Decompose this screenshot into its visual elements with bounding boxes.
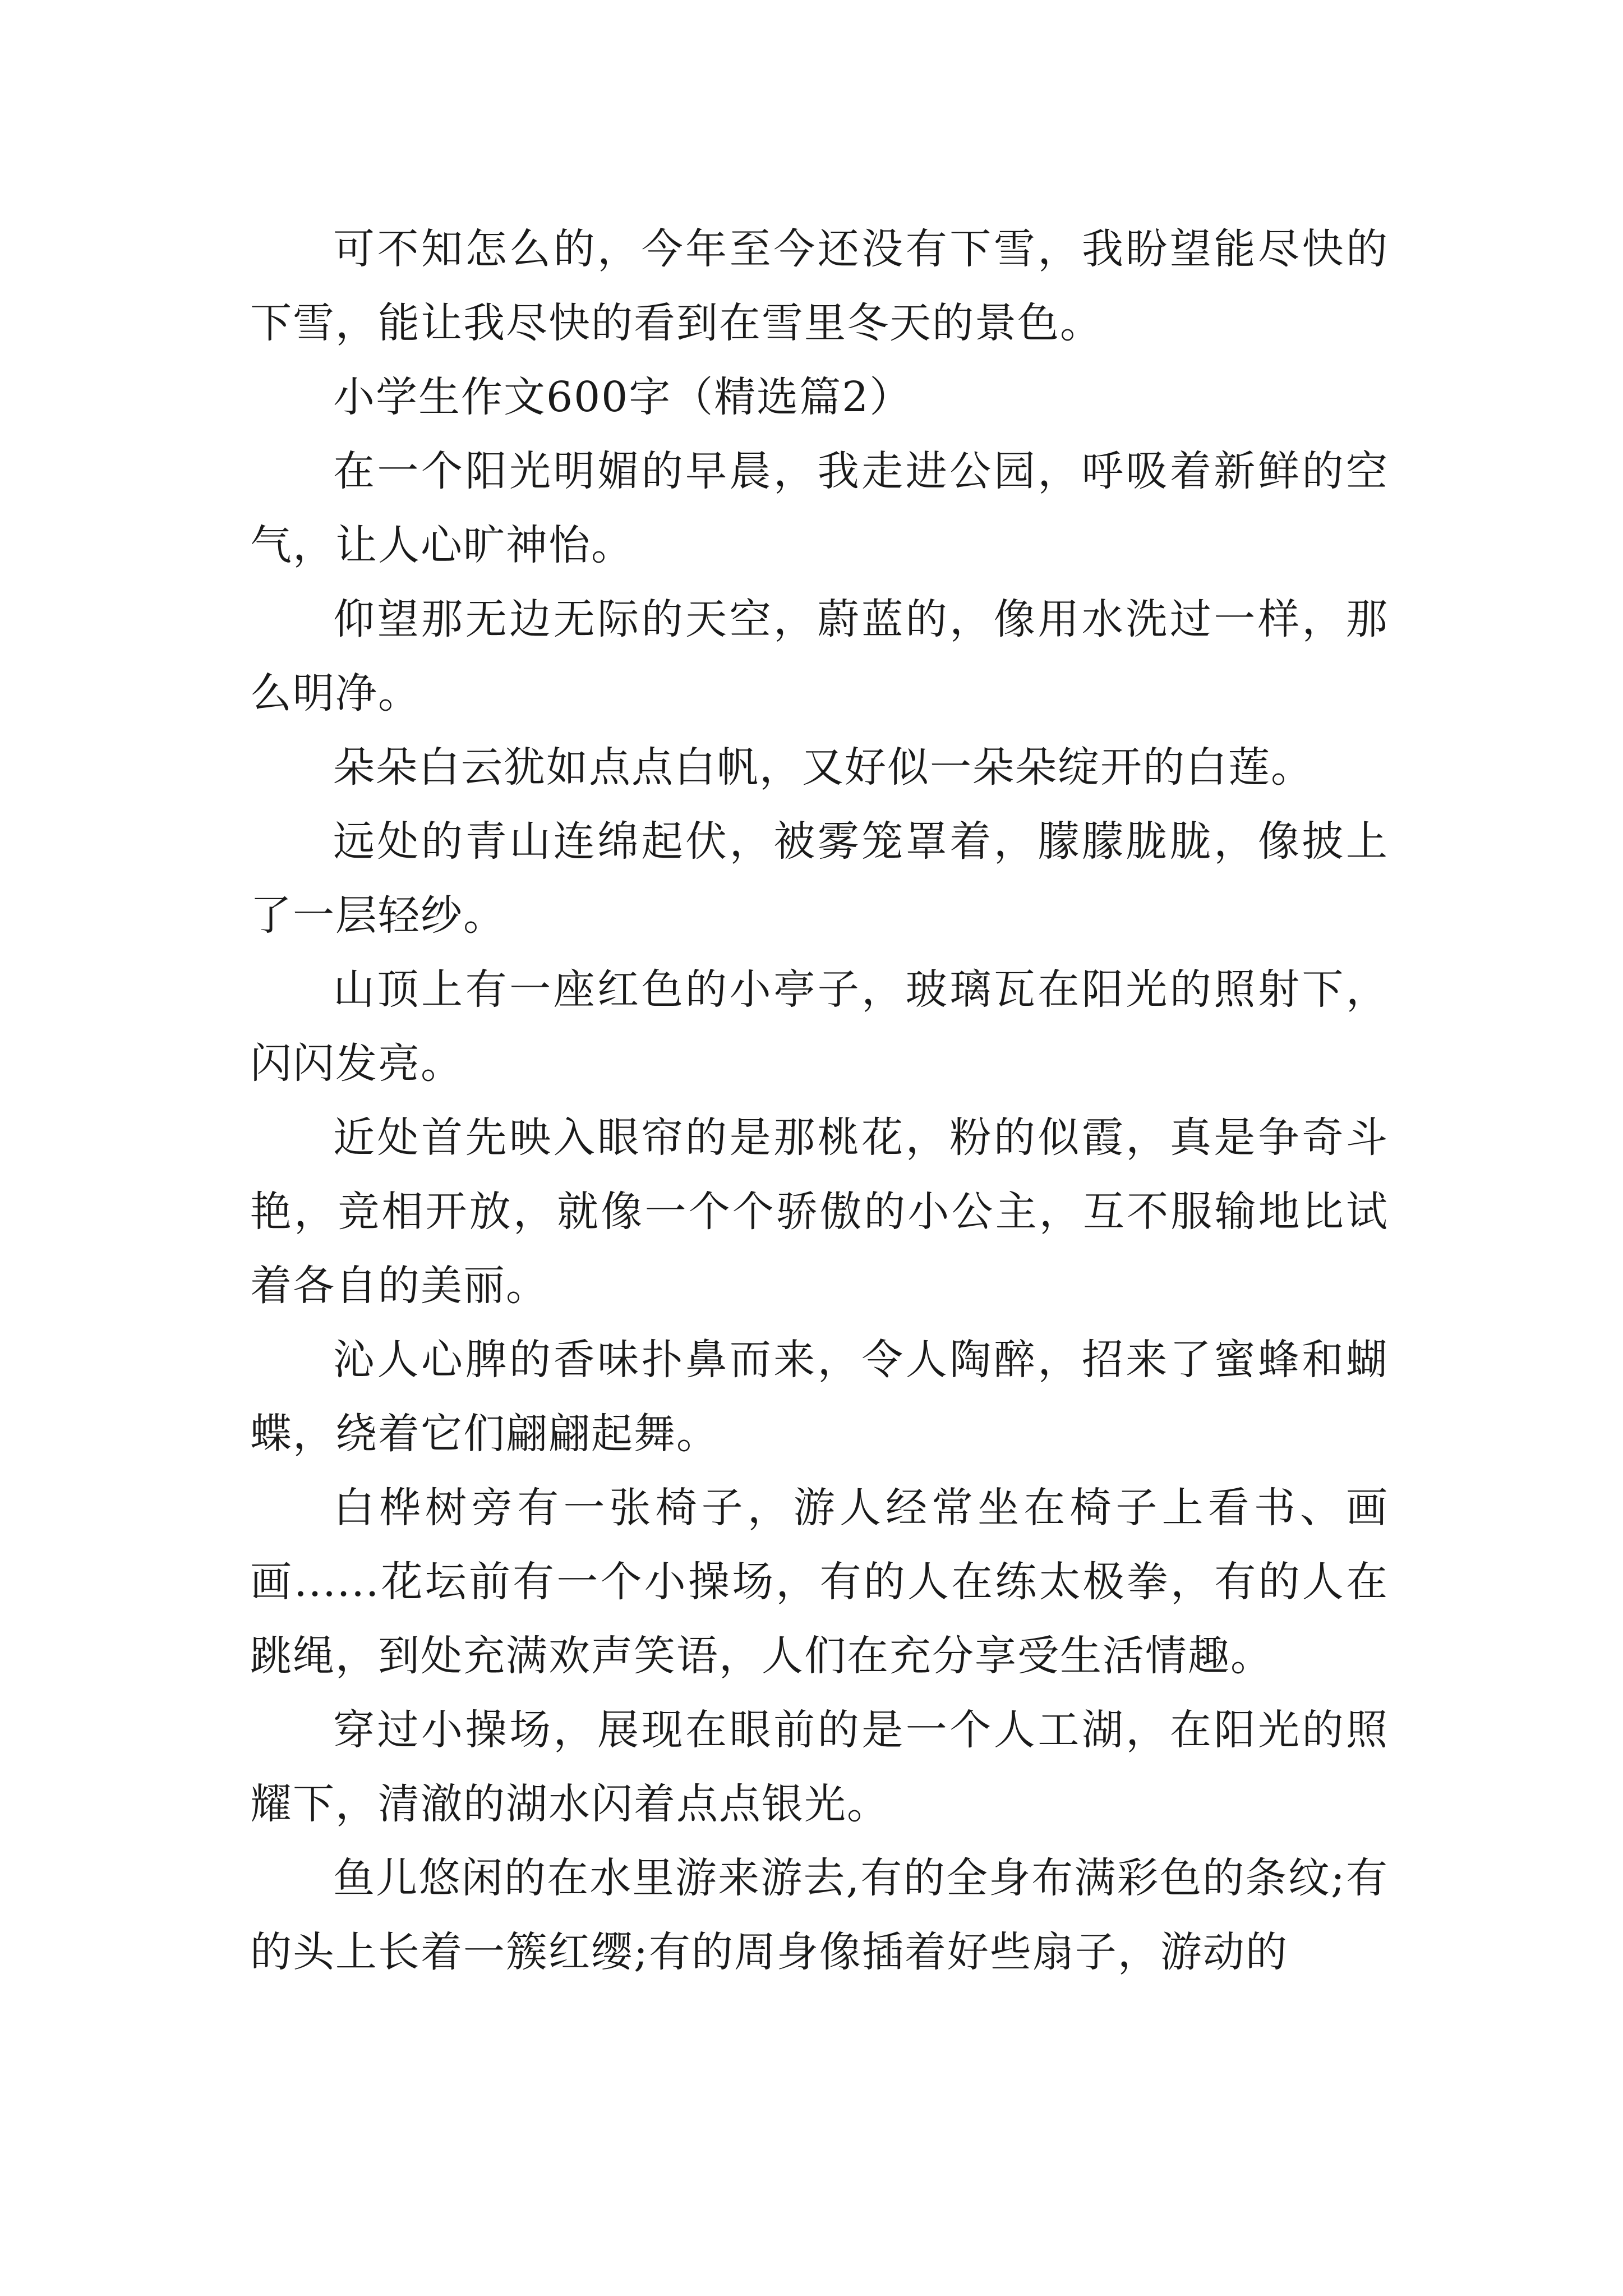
paragraph-11: 鱼儿悠闲的在水里游来游去,有的全身布满彩色的条纹;有的头上长着一簇红缨;有的周身像插着好些扇子，游动的	[250, 1854, 1389, 1976]
paragraph-9: 白桦树旁有一张椅子，游人经常坐在椅子上看书、画画......花坛前有一个小操场，有的人在练太极拳，有的人在跳绳，到处充满欢声笑语，人们在充分享受生活情趣。	[250, 1484, 1389, 1680]
paragraph-10: 穿过小操场，展现在眼前的是一个人工湖，在阳光的照耀下，清澈的湖水闪着点点银光。	[250, 1706, 1389, 1828]
paragraph-8: 沁人心脾的香味扑鼻而来，令人陶醉，招来了蜜蜂和蝴蝶，绕着它们翩翩起舞。	[250, 1336, 1389, 1458]
paragraph-4: 朵朵白云犹如点点白帆，又好似一朵朵绽开的白莲。	[333, 743, 1313, 792]
document-body	[250, 212, 1389, 1989]
paragraph-5: 远处的青山连绵起伏，被雾笼罩着，朦朦胧胧，像披上了一层轻纱。	[250, 817, 1389, 940]
paragraph-2: 在一个阳光明媚的早晨，我走进公园，呼吸着新鲜的空气，让人心旷神怡。	[250, 447, 1389, 569]
paragraph-6: 山顶上有一座红色的小亭子，玻璃瓦在阳光的照射下，闪闪发亮。	[250, 965, 1389, 1088]
paragraph-1: 可不知怎么的，今年至今还没有下雪，我盼望能尽快的下雪，能让我尽快的看到在雪里冬天的景色。	[250, 225, 1389, 347]
paragraph-3: 仰望那无边无际的天空，蔚蓝的，像用水洗过一样，那么明净。	[250, 595, 1389, 717]
section-heading: 小学生作文600字（精选篇2）	[333, 373, 912, 421]
paragraph-7: 近处首先映入眼帘的是那桃花，粉的似霞，真是争奇斗艳，竞相开放，就像一个个骄傲的小公主，互不服输地比试着各自的美丽。	[250, 1114, 1389, 1310]
